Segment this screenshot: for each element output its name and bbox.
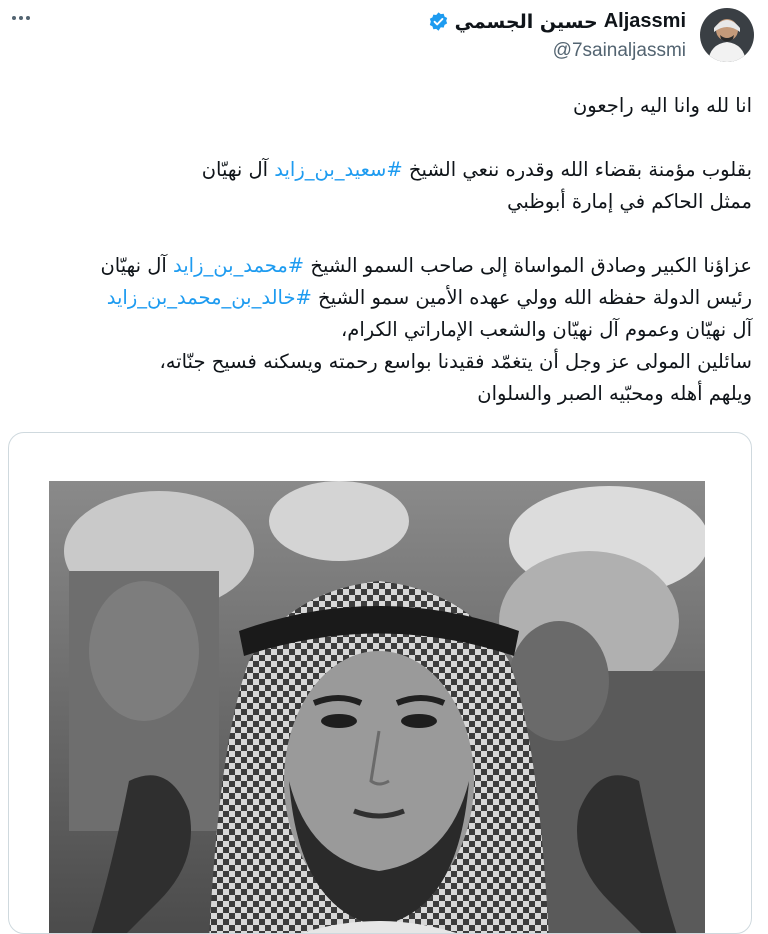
author-handle[interactable]: @7sainaljassmi: [552, 40, 686, 61]
avatar-image: [700, 8, 754, 62]
hashtag-link[interactable]: #محمد_بن_زايد: [173, 254, 305, 277]
tweet-line: بقلوب مؤمنة بقضاء الله وقدره ننعي الشيخ #سعيد_بن_زايد آل نهيّان: [201, 158, 752, 181]
avatar[interactable]: [700, 8, 754, 62]
verified-badge-icon: [428, 11, 449, 32]
author-name-arabic[interactable]: حسين الجسمي: [454, 10, 598, 33]
tweet-line: رئيس الدولة حفظه الله وولي عهده الأمين سمو الشيخ #خالد_بن_محمد_بن_زايد: [106, 286, 752, 309]
author-name-row: [428, 10, 686, 33]
hashtag-link[interactable]: #سعيد_بن_زايد: [274, 158, 403, 181]
tweet-line: عزاؤنا الكبير وصادق المواساة إلى صاحب السمو الشيخ #محمد_بن_زايد آل نهيّان: [100, 254, 752, 277]
media-card[interactable]: [8, 432, 752, 934]
tweet-line: ممثل الحاكم في إمارة أبوظبي: [507, 190, 752, 213]
hashtag-link[interactable]: #خالد_بن_محمد_بن_زايد: [106, 286, 312, 309]
tweet-line: آل نهيّان وعموم آل نهيّان والشعب الإماراتي الكرام،: [341, 318, 752, 341]
tweet-line: سائلين المولى عز وجل أن يتغمّد فقيدنا بواسع رحمته ويسكنه فسيح جنّاته،: [159, 350, 752, 373]
tweet-line: ويلهم أهله ومحبّيه الصبر والسلوان: [477, 382, 752, 405]
author-name-english[interactable]: Aljassmi: [603, 10, 686, 32]
tweet-photo[interactable]: [49, 481, 705, 934]
photo-image: [49, 481, 705, 934]
more-options-icon[interactable]: [6, 8, 36, 28]
tweet-line: انا لله وانا اليه راجعون: [572, 94, 752, 117]
tweet-text: [8, 90, 752, 410]
